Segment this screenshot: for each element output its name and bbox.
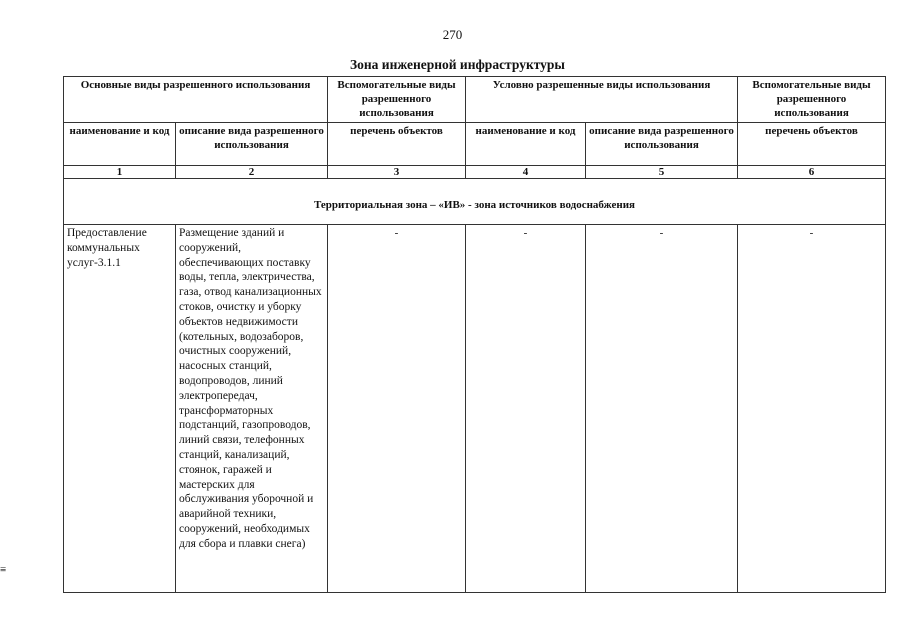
subheader-name-code: наименование и код [64, 123, 176, 166]
header-main-uses: Основные виды разрешенного использования [64, 77, 328, 123]
column-number: 3 [328, 166, 466, 179]
header-auxiliary-uses: Вспомогательные виды разрешенного использования [328, 77, 466, 123]
use-description: Размещение зданий и сооружений, обеспечивающих поставку воды, тепла, электричества, газа, отвод канализационных стоков, очистку и уборку объектов недвижимости (котельных, водозаборов, очистных сооружений, насосных станций, водопроводов, линий электропередач, трансформаторных подстанций, газопроводов, линий связи, телефонных станций, канализаций, стоянок, гаражей и мастерских для обслуживания уборочной и аварийной техники, сооружений, необходимых для сбора и плавки снега) [176, 225, 328, 593]
table-row [64, 225, 886, 593]
column-number: 5 [586, 166, 738, 179]
subheader-objects-list: перечень объектов [328, 123, 466, 166]
use-name-code: Предоставление коммунальных услуг-3.1.1 [64, 225, 176, 593]
column-number-row [64, 166, 886, 179]
column-number: 6 [738, 166, 886, 179]
cond-name-code-cell: - [466, 225, 586, 593]
zone-title-row [64, 179, 886, 225]
margin-mark: ≡ [0, 564, 7, 576]
cond-description-cell: - [586, 225, 738, 593]
sub-header-row [64, 123, 886, 166]
document-title: Зона инженерной инфраструктуры [350, 57, 565, 72]
column-number: 4 [466, 166, 586, 179]
column-number: 2 [176, 166, 328, 179]
subheader-cond-description: описание вида разрешенного использования [586, 123, 738, 166]
header-conditional-auxiliary-uses: Вспомогательные виды разрешенного использования [738, 77, 886, 123]
zone-title: Территориальная зона – «ИВ» - зона источников водоснабжения [64, 179, 886, 225]
column-number: 1 [64, 166, 176, 179]
header-conditional-uses: Условно разрешенные виды использования [466, 77, 738, 123]
cond-aux-objects-cell: - [738, 225, 886, 593]
aux-objects-cell: - [328, 225, 466, 593]
subheader-description: описание вида разрешенного использования [176, 123, 328, 166]
subheader-cond-name-code: наименование и код [466, 123, 586, 166]
subheader-cond-objects-list: перечень объектов [738, 123, 886, 166]
zoning-table [63, 76, 886, 593]
page-number: 270 [442, 27, 463, 42]
group-header-row [64, 77, 886, 123]
